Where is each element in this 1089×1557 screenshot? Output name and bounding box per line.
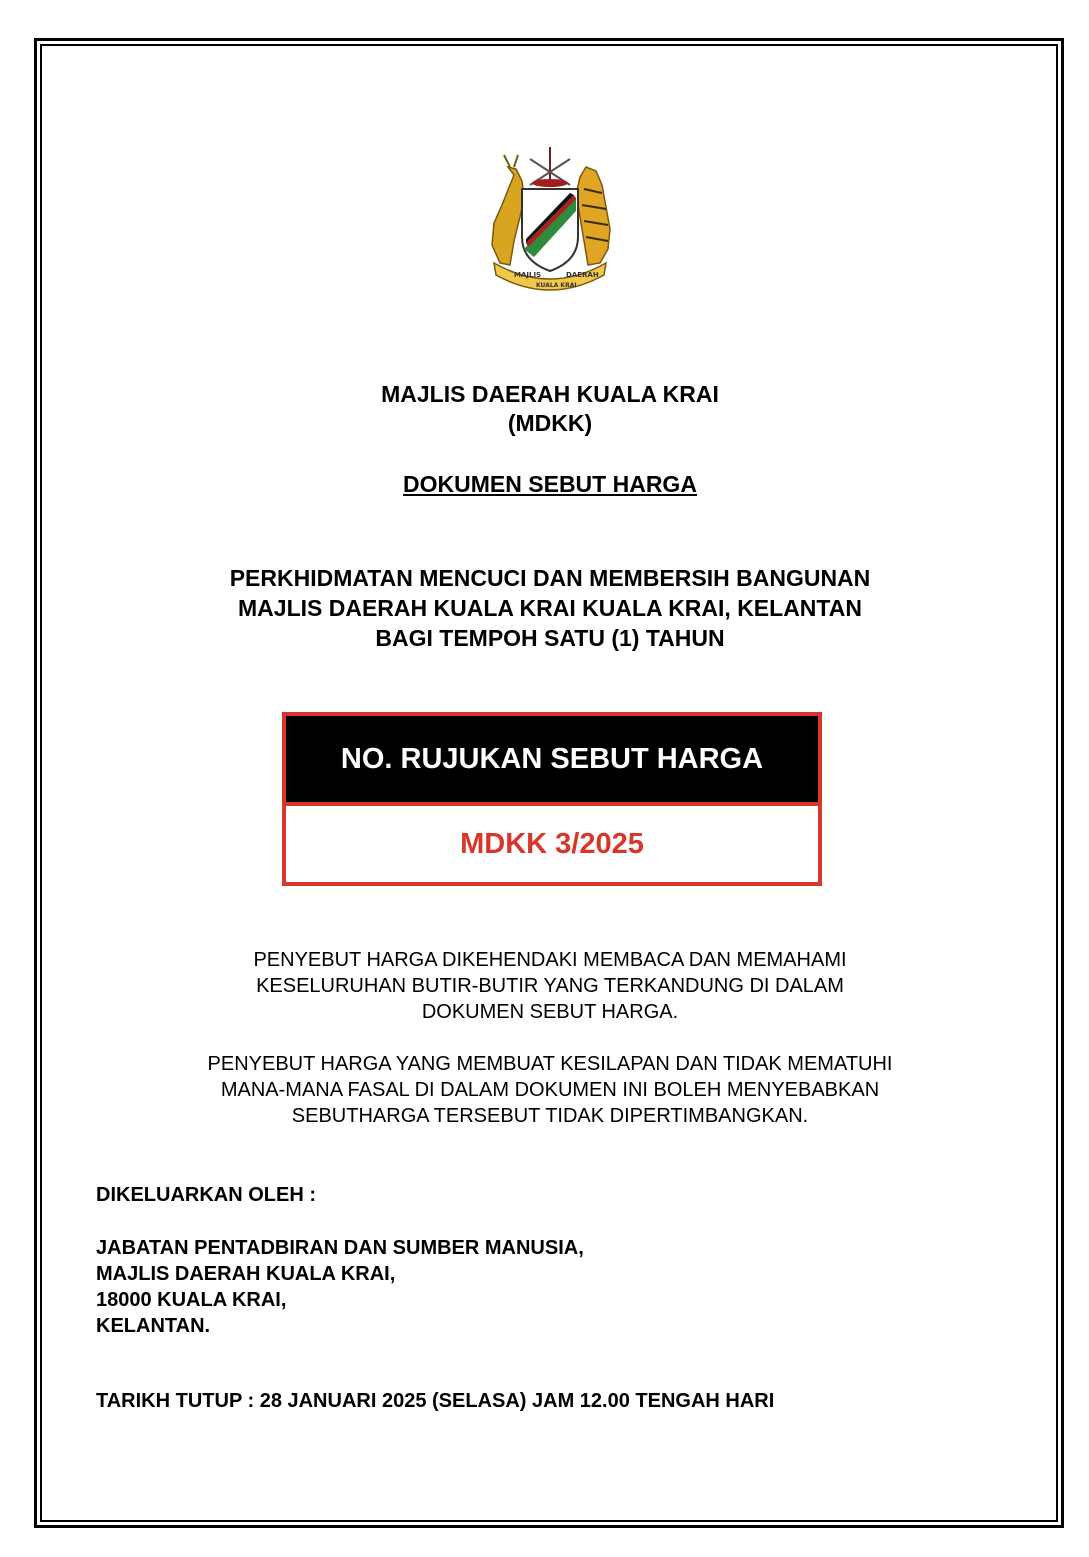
project-title	[0, 563, 1089, 653]
issuer-state: KELANTAN.	[96, 1315, 211, 1337]
organization-name	[0, 380, 1089, 438]
project-title-line-1: PERKHIDMATAN MENCUCI DAN MEMBERSIH BANGUNAN	[229, 565, 871, 591]
notice-read-document	[0, 947, 1089, 1025]
reference-label: NO. RUJUKAN SEBUT HARGA	[286, 716, 818, 806]
notice-2-line-3: SEBUTHARGA TERSEBUT TIDAK DIPERTIMBANGKAN.	[291, 1105, 809, 1127]
notice-2-line-2: MANA-MANA FASAL DI DALAM DOKUMEN INI BOLEH MENYEBABKAN	[220, 1079, 880, 1101]
org-abbreviation: (MDKK)	[507, 410, 593, 436]
issuer-address	[96, 1235, 584, 1339]
org-name-line: MAJLIS DAERAH KUALA KRAI	[381, 381, 719, 407]
notice-1-line-2: KESELURUHAN BUTIR-BUTIR YANG TERKANDUNG DI DALAM	[256, 975, 844, 997]
notice-2-line-1: PENYEBUT HARGA YANG MEMBUAT KESILAPAN DAN TIDAK MEMATUHI	[207, 1053, 893, 1075]
svg-text:KUALA KRAI: KUALA KRAI	[536, 282, 577, 289]
notice-non-compliance	[0, 1051, 1089, 1129]
svg-text:MAJLIS: MAJLIS	[514, 271, 542, 279]
reference-value: MDKK 3/2025	[460, 827, 644, 860]
issuer-council: MAJLIS DAERAH KUALA KRAI,	[96, 1263, 396, 1285]
reference-number-box	[282, 712, 822, 886]
issuer-postcode-city: 18000 KUALA KRAI,	[96, 1289, 287, 1311]
document-title: DOKUMEN SEBUT HARGA	[403, 471, 697, 497]
project-title-line-2: MAJLIS DAERAH KUALA KRAI KUALA KRAI, KELANTAN	[238, 595, 862, 621]
coat-of-arms-icon	[480, 145, 620, 293]
svg-text:DAERAH: DAERAH	[566, 271, 599, 279]
project-title-line-3: BAGI TEMPOH SATU (1) TAHUN	[375, 625, 725, 651]
notice-1-line-1: PENYEBUT HARGA DIKEHENDAKI MEMBACA DAN MEMAHAMI	[253, 949, 847, 971]
issuer-department: JABATAN PENTADBIRAN DAN SUMBER MANUSIA,	[96, 1237, 584, 1259]
closing-date: TARIKH TUTUP : 28 JANUARI 2025 (SELASA) JAM 12.00 TENGAH HARI	[96, 1390, 775, 1412]
notice-1-line-3: DOKUMEN SEBUT HARGA.	[421, 1001, 679, 1023]
issued-by-label: DIKELUARKAN OLEH :	[96, 1184, 316, 1206]
